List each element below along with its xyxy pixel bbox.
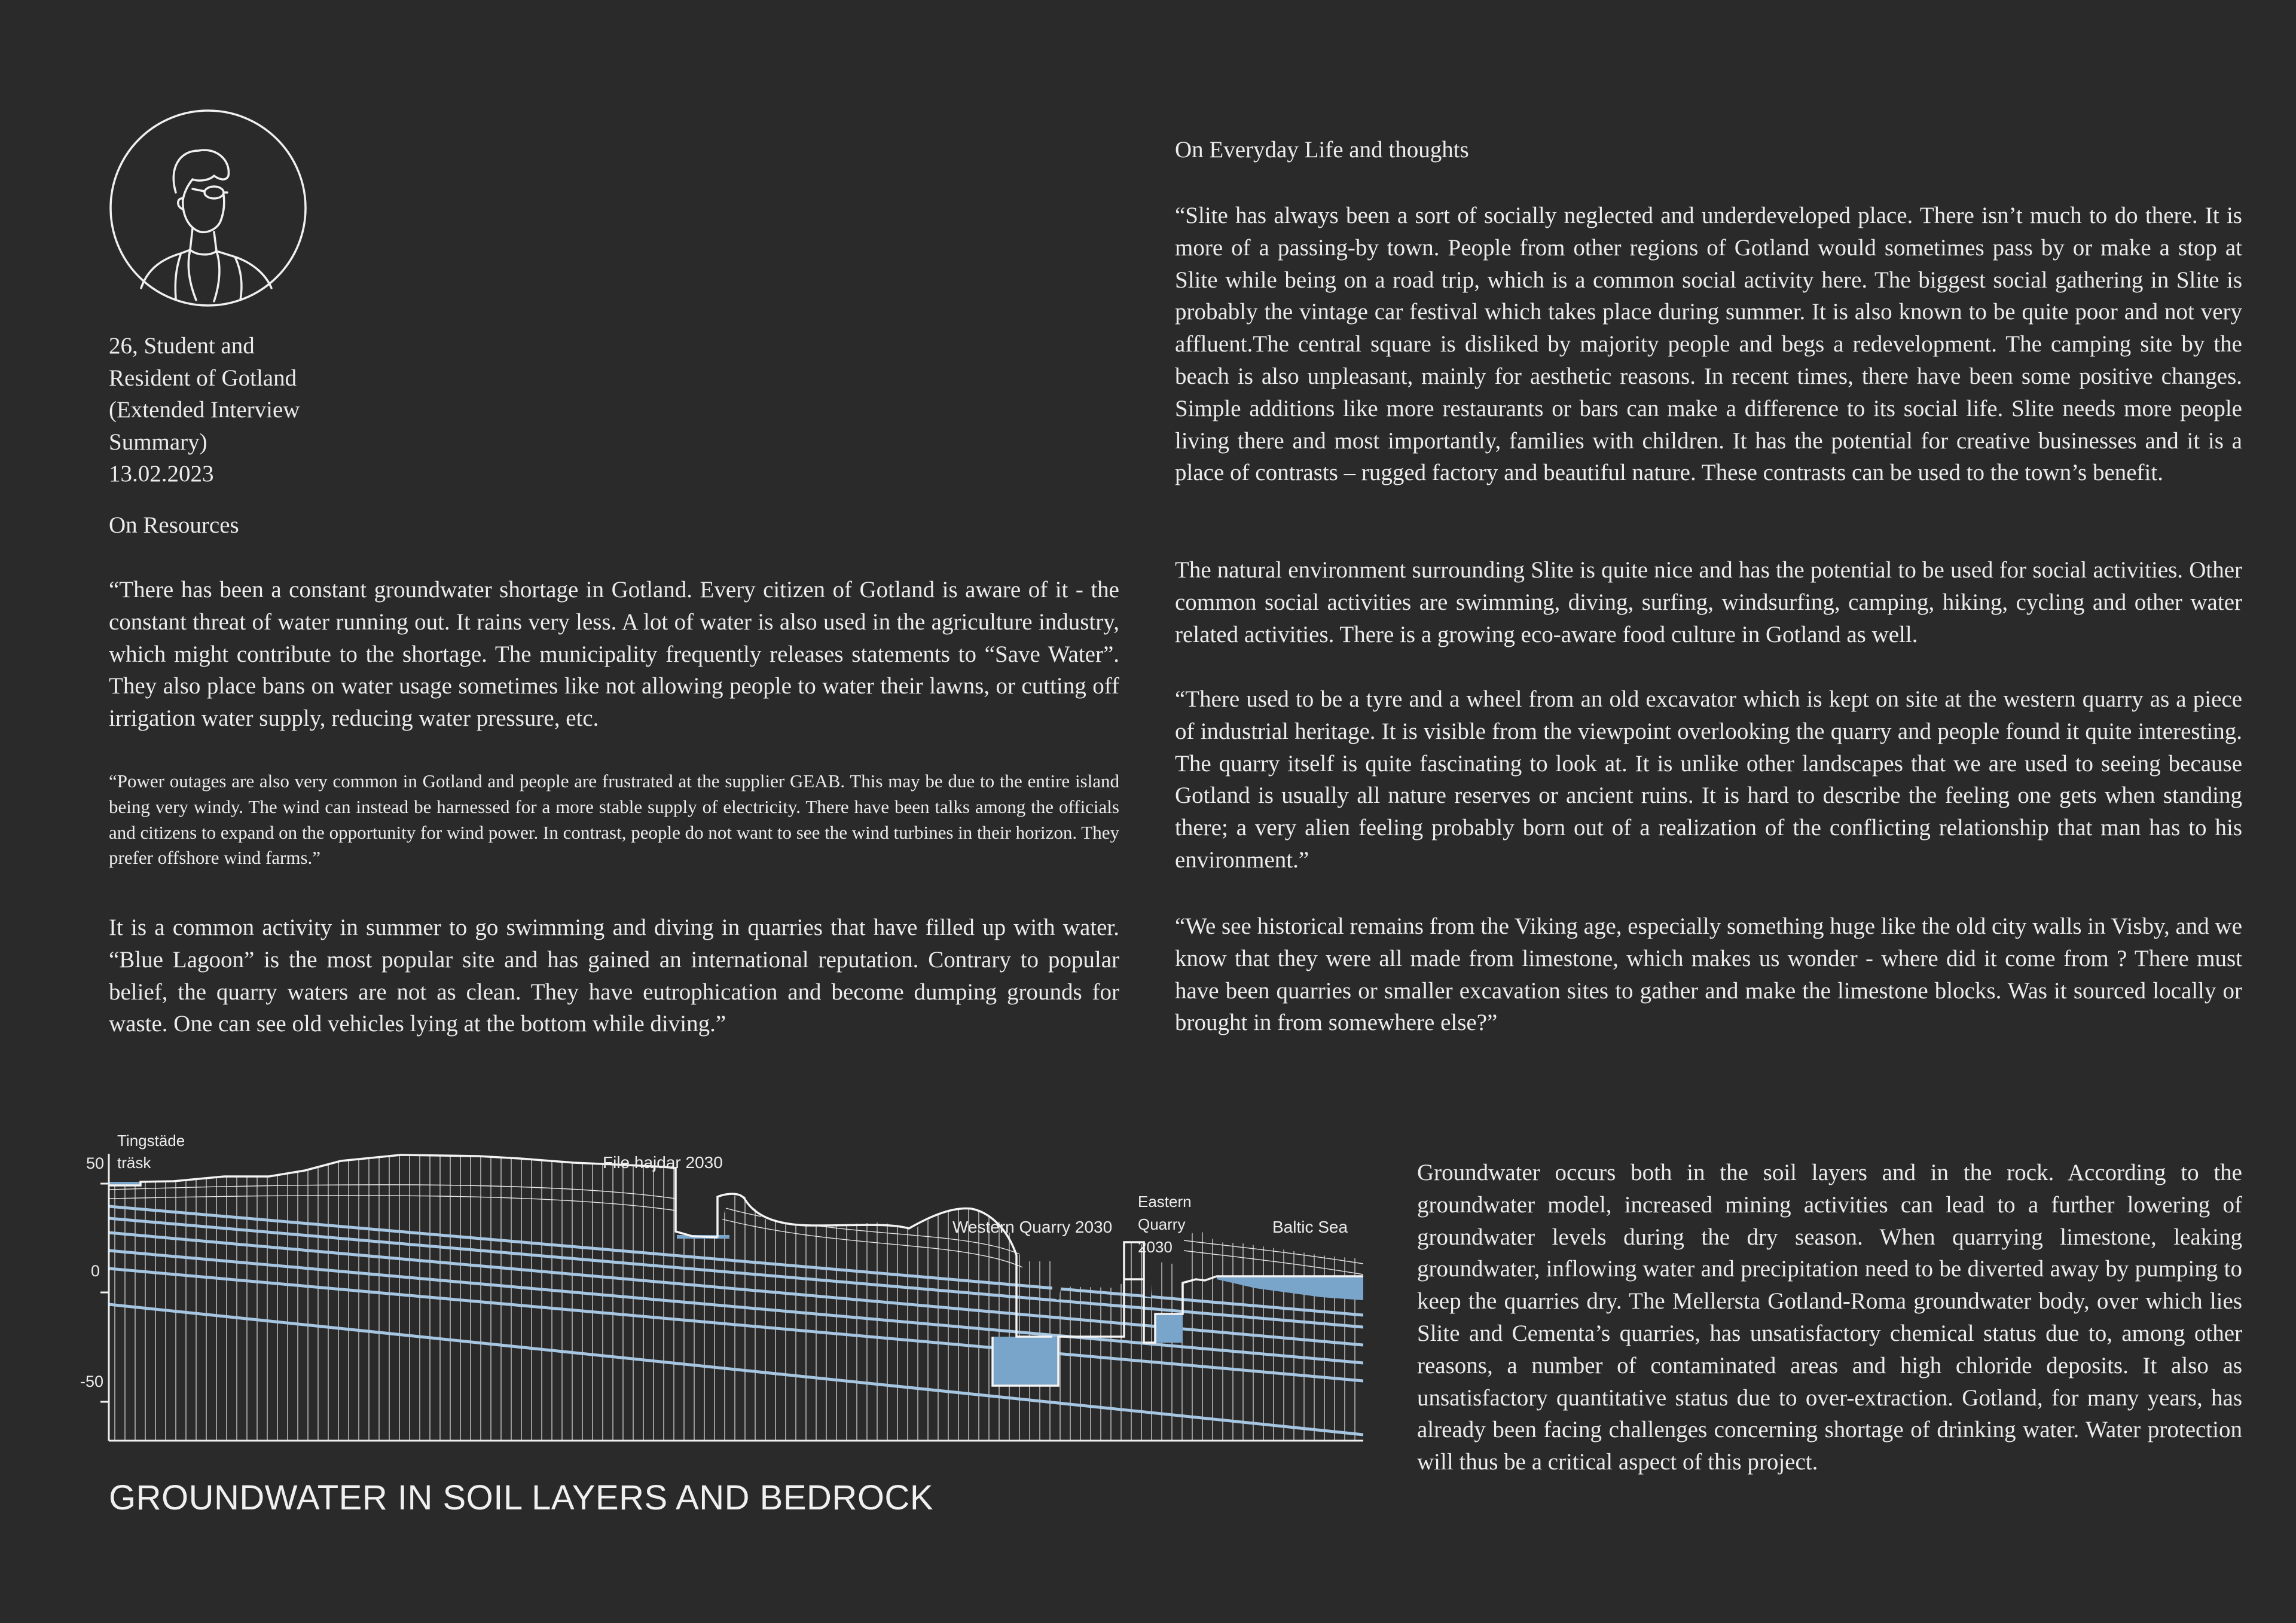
label-eastern-2: Quarry bbox=[1138, 1215, 1186, 1233]
y-tick-minus-50: -50 bbox=[80, 1373, 104, 1390]
groundwater-section-chart bbox=[66, 1118, 1381, 1453]
y-tick-50: 50 bbox=[86, 1154, 105, 1172]
resources-paragraph-water: “There has been a constant groundwater shortage in Gotland. Every citizen of Gotland is aware of it - the constant threat of water running out. It rains very less. A lot of water is also used in the agriculture industry, which might contribute to the shortage. The municipality frequently releases statements to “Save Water”. They also place bans on water usage sometimes like not allowing people to water their lawns, or cutting off irrigation water supply, reducing water pressure, etc. bbox=[109, 577, 1119, 732]
eastern-quarry-water bbox=[1155, 1314, 1183, 1343]
baltic-sea-water bbox=[1217, 1276, 1363, 1300]
label-western-quarry: Western Quarry 2030 bbox=[952, 1218, 1113, 1236]
water-bodies bbox=[109, 1182, 1363, 1386]
hatching bbox=[115, 1142, 1355, 1441]
label-file-hajdar: File hajdar 2030 bbox=[603, 1153, 723, 1172]
label-baltic-sea: Baltic Sea bbox=[1272, 1218, 1348, 1236]
everyday-paragraph-nature: The natural environment surrounding Slite is quite nice and has the potential to be used for social activities. Other common social activities are swimming, diving, surfing, windsurfing, camping, hiking, cycling and other water related activities. There is a growing eco-aware food culture in Gotland as well. bbox=[1175, 557, 2242, 647]
everyday-paragraph-heritage: “There used to be a tyre and a wheel from an old excavator which is kept on site at the western quarry as a piece of industrial heritage. It is visible from the viewpoint overlooking the quarry and people found it quite interesting. The quarry itself is quite fascinating to look at. It is unlike other landscapes that we are used to seeing because Gotland is usually all nature reserves or ancient ruins. It is hard to describe the feeling one gets when standing there; a very alien feeling probably born out of a realization of the conflicting relationship that man has to his environment.” bbox=[1175, 686, 2242, 873]
everyday-paragraph-slite: “Slite has always been a sort of socially neglected and underdeveloped place. There isn’t much to do there. It is more of a passing-by town. People from other regions of Gotland would sometimes pass by or make a stop at Slite while being on a road trip, which is a common social activity here. The biggest social gathering in Slite is probably the vintage car festival which takes place during summer. It is also known to be quite poor and not very affluent.The central square is disliked by majority people and begs a redevelopment. The camping site by the beach is also unpleasant, mainly for aesthetic reasons. In recent times, there have been some positive changes. Simple additions like more restaurants or bars can make a difference to its social life. Slite needs more people living there and most importantly, families with children. It has the potential for creative businesses and it is a place of contrasts – rugged factory and beautiful nature. These contrasts can be used to the town’s benefit. bbox=[1175, 203, 2242, 486]
profile-line-1: 26, Student and bbox=[109, 333, 255, 359]
interview-date: 13.02.2023 bbox=[109, 461, 214, 487]
label-eastern-1: Eastern bbox=[1138, 1193, 1192, 1211]
profile-line-2: Resident of Gotland bbox=[109, 365, 297, 391]
resources-paragraph-power: “Power outages are also very common in Gotland and people are frustrated at the supplier GEAB. This may be due to the entire island being very windy. The wind can instead be harnessed for a more stable supply of electricity. There have been talks among the officials and citizens to expand on the opportunity for wind power. In contrast, people do not want to see the wind turbines in their horizon. They prefer offshore wind farms.” bbox=[109, 771, 1119, 869]
profile-line-4: Summary) bbox=[109, 429, 207, 455]
western-quarry-water bbox=[993, 1337, 1058, 1386]
label-tingstade-2: träsk bbox=[117, 1154, 151, 1172]
resources-paragraph-quarries: It is a common activity in summer to go swimming and diving in quarries that have filled up with water. “Blue Lagoon” is the most popular site and has gained an international reputation. Contrary to popular belief, the quarry waters are not as clean. They have eutrophication and become dumping grounds for waste. One can see old vehicles lying at the bottom while diving.” bbox=[109, 915, 1119, 1037]
avatar-portrait-icon bbox=[109, 109, 307, 307]
label-tingstade-1: Tingstäde bbox=[117, 1132, 185, 1150]
label-eastern-3: 2030 bbox=[1138, 1238, 1173, 1256]
resources-heading: On Resources bbox=[109, 512, 239, 538]
profile-line-3: (Extended Interview bbox=[109, 397, 300, 423]
groundwater-paragraph: Groundwater occurs both in the soil layers and in the rock. According to the groundwater model, increased mining activities can lead to a further lowering of groundwater levels during the dry season. When quarrying limestone, leaking groundwater, inflowing water and precipitation need to be diverted away by pumping to keep the quarries dry. The Mellersta Gotland-Roma groundwater body, over which lies Slite and Cementa’s quarries, has unsatisfactory chemical status due to, among other reasons, a number of contaminated areas and high chloride deposits. It also as unsatisfactory quantitative status due to over-extraction. Gotland, for many years, has already been facing challenges concerning shortage of drinking water. Water protection will thus be a critical aspect of this project. bbox=[1417, 1160, 2242, 1475]
chart-title: GROUNDWATER IN SOIL LAYERS AND BEDROCK bbox=[109, 1478, 933, 1517]
ground-surface-line-2 bbox=[718, 1194, 1052, 1337]
y-tick-0: 0 bbox=[91, 1262, 100, 1280]
everyday-heading: On Everyday Life and thoughts bbox=[1175, 137, 1469, 163]
profile-block bbox=[109, 330, 420, 490]
everyday-paragraph-viking: “We see historical remains from the Viking age, especially something huge like the old city walls in Visby, and we know that they were all made from limestone, which makes us wonder - where did it come from ? There must have been quarries or smaller excavation sites to gather and make the limestone blocks. Was it sourced locally or brought in from somewhere else?” bbox=[1175, 913, 2243, 1036]
